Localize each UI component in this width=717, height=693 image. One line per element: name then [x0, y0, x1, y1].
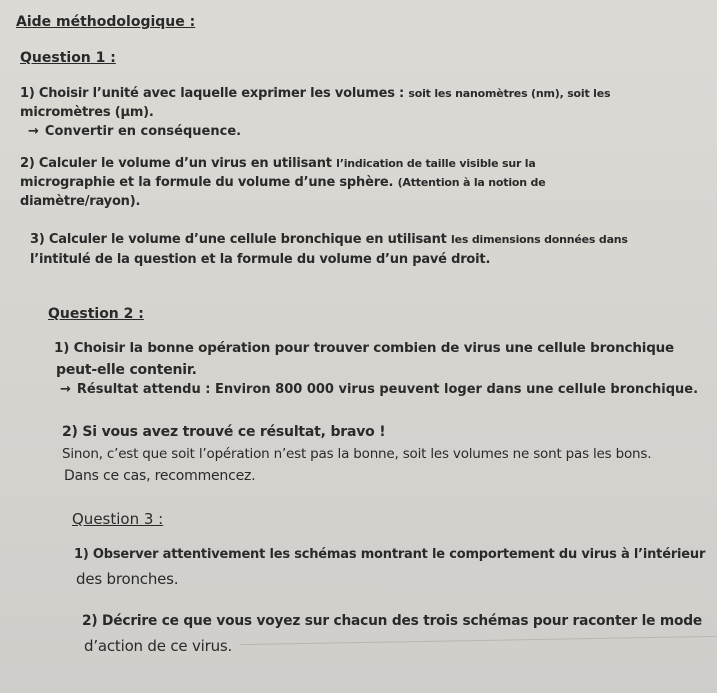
q1-item2-line2: [20, 175, 545, 190]
q1-item2-line1-end: l’indication de taille visible sur la: [336, 157, 536, 170]
q1-item1-line1: [20, 86, 610, 101]
q2-item2-line3: Dans ce cas, recommencez.: [64, 468, 256, 484]
document-title: Aide méthodologique :: [16, 14, 196, 30]
q1-item2-line2-start: micrographie et la formule du volume d’une sphère.: [20, 175, 398, 190]
q3-item2-line1: 2) Décrire ce que vous voyez sur chacun des trois schémas pour raconter le mode: [82, 613, 703, 629]
q1-item1-arrow-line: [28, 124, 241, 139]
q3-item1-line1: 1) Observer attentivement les schémas montrant le comportement du virus à l’intérieur: [74, 547, 706, 562]
q1-item2-line1-start: 2) Calculer le volume d’un virus en utilisant: [20, 156, 337, 171]
question-3-heading: Question 3 :: [72, 510, 164, 528]
q1-item1-line1-start: 1) Choisir l’unité avec laquelle exprimer les volumes :: [20, 86, 409, 101]
q2-item1-line2: peut-elle contenir.: [56, 362, 197, 378]
q1-item2-line3: diamètre/rayon).: [20, 194, 141, 209]
q1-item1-line1-end: soit les nanomètres (nm), soit les: [408, 87, 611, 100]
q1-item3-line1-end: les dimensions données dans: [451, 233, 628, 246]
arrow-right-icon: →: [28, 124, 39, 139]
q1-item3-line1: [30, 232, 628, 247]
q3-item2-line2: d’action de ce virus.: [84, 637, 233, 655]
question-2-heading: Question 2 :: [48, 306, 144, 322]
question-1-heading: Question 1 :: [20, 50, 116, 66]
q1-item3-line2: l’intitulé de la question et la formule du volume d’un pavé droit.: [30, 252, 491, 267]
q1-item2-line2-end: (Attention à la notion de: [397, 176, 546, 189]
q1-item1-line2: micromètres (µm).: [20, 105, 154, 120]
q2-item2-line1: 2) Si vous avez trouvé ce résultat, bravo !: [62, 424, 386, 440]
q2-item1-line1: 1) Choisir la bonne opération pour trouver combien de virus une cellule bronchique: [54, 340, 675, 356]
arrow-right-icon: →: [60, 382, 71, 397]
q1-item2-line1: [20, 156, 536, 171]
q2-item2-line2: Sinon, c’est que soit l’opération n’est pas la bonne, soit les volumes ne sont pas les bons.: [62, 446, 652, 462]
q3-item1-line2: des bronches.: [76, 570, 179, 588]
q1-item3-line1-start: 3) Calculer le volume d’une cellule bronchique en utilisant: [30, 232, 452, 247]
q2-item1-arrow-text: Résultat attendu : Environ 800 000 virus peuvent loger dans une cellule bronchique.: [76, 382, 699, 397]
q2-item1-arrow-line: [60, 382, 698, 397]
q1-item1-arrow-text: Convertir en conséquence.: [44, 124, 242, 139]
page-fold-line: [240, 636, 717, 645]
